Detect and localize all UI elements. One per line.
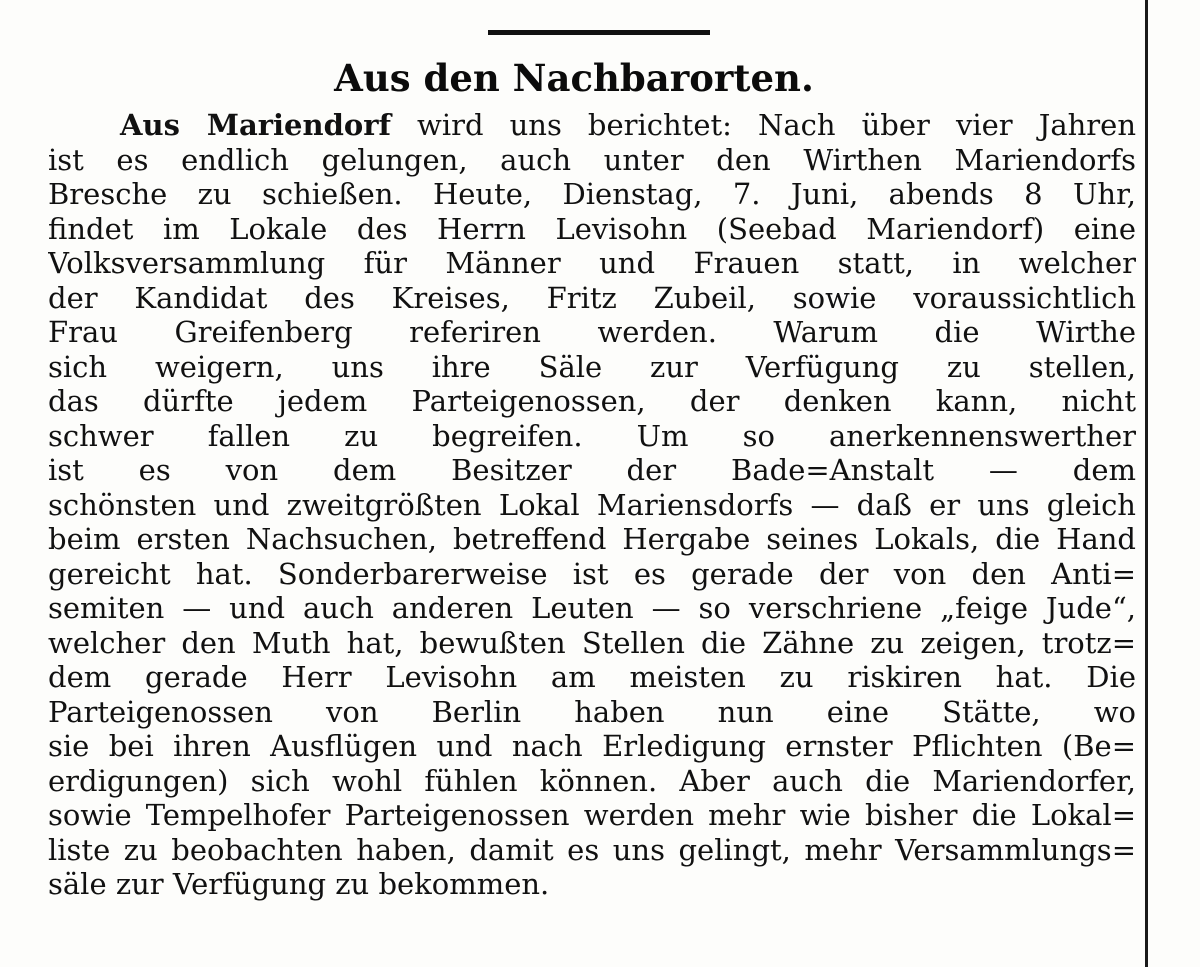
article-line-text: wird uns berichtet: Nach über vier Jahren — [390, 108, 1136, 142]
article-line: semiten — und auch anderen Leuten — so verschriene „feige Jude“, — [48, 591, 1136, 625]
article-line: Bresche zu schießen. Heute, Dienstag, 7. Juni, abends 8 Uhr, — [48, 177, 1136, 211]
article-line: welcher den Muth hat, bewußten Stellen die Zähne zu zeigen, trotz= — [48, 625, 1136, 660]
article-line: gereicht hat. Sonderbarerweise ist es gerade der von den Anti= — [48, 556, 1136, 591]
article-line — [48, 108, 1136, 143]
column-border-rule — [1145, 0, 1148, 967]
cropped-previous-text — [400, 0, 660, 10]
article-line: das dürfte jedem Parteigenossen, der denken kann, nicht — [48, 384, 1136, 418]
article-line: schwer fallen zu begreifen. Um so anerkennenswerther — [48, 418, 1136, 453]
article-line: beim ersten Nachsuchen, betreffend Hergabe seines Lokals, die Hand — [48, 522, 1136, 556]
article-line: sowie Tempelhofer Parteigenossen werden mehr wie bisher die Lokal= — [48, 798, 1136, 832]
article-body — [48, 108, 1136, 902]
article-line: sich weigern, uns ihre Säle zur Verfügung zu stellen, — [48, 349, 1136, 384]
article-line: erdigungen) sich wohl fühlen können. Aber auch die Mariendorfer, — [48, 763, 1136, 798]
article-line: ist es von dem Besitzer der Bade=Anstalt — dem — [48, 453, 1136, 487]
article-lead: Aus Mariendorf — [120, 108, 391, 142]
article-line: schönsten und zweitgrößten Lokal Mariensdorfs — daß er uns gleich — [48, 487, 1136, 522]
article-line: säle zur Verfügung zu bekommen. — [48, 867, 550, 901]
article-line: liste zu beobachten haben, damit es uns gelingt, mehr Versammlungs= — [48, 832, 1136, 867]
article-line: sie bei ihren Ausflügen und nach Erledigung ernster Pflichten (Be= — [48, 729, 1136, 763]
article-line: findet im Lokale des Herrn Levisohn (Seebad Mariendorf) eine — [48, 211, 1136, 246]
article-headline: Aus den Nachbarorten. — [334, 56, 814, 100]
article-line: ist es endlich gelungen, auch unter den Wirthen Mariendorfs — [48, 142, 1136, 177]
article-line: der Kandidat des Kreises, Fritz Zubeil, sowie voraussichtlich — [48, 280, 1136, 315]
article-line: Volksversammlung für Männer und Frauen statt, in welcher — [48, 246, 1136, 280]
section-divider-rule — [488, 30, 710, 35]
article-line: dem gerade Herr Levisohn am meisten zu riskiren hat. Die — [48, 660, 1136, 694]
article-line: Frau Greifenberg referiren werden. Warum die Wirthe — [48, 315, 1136, 349]
article-line: Parteigenossen von Berlin haben nun eine Stätte, wo — [48, 694, 1136, 729]
